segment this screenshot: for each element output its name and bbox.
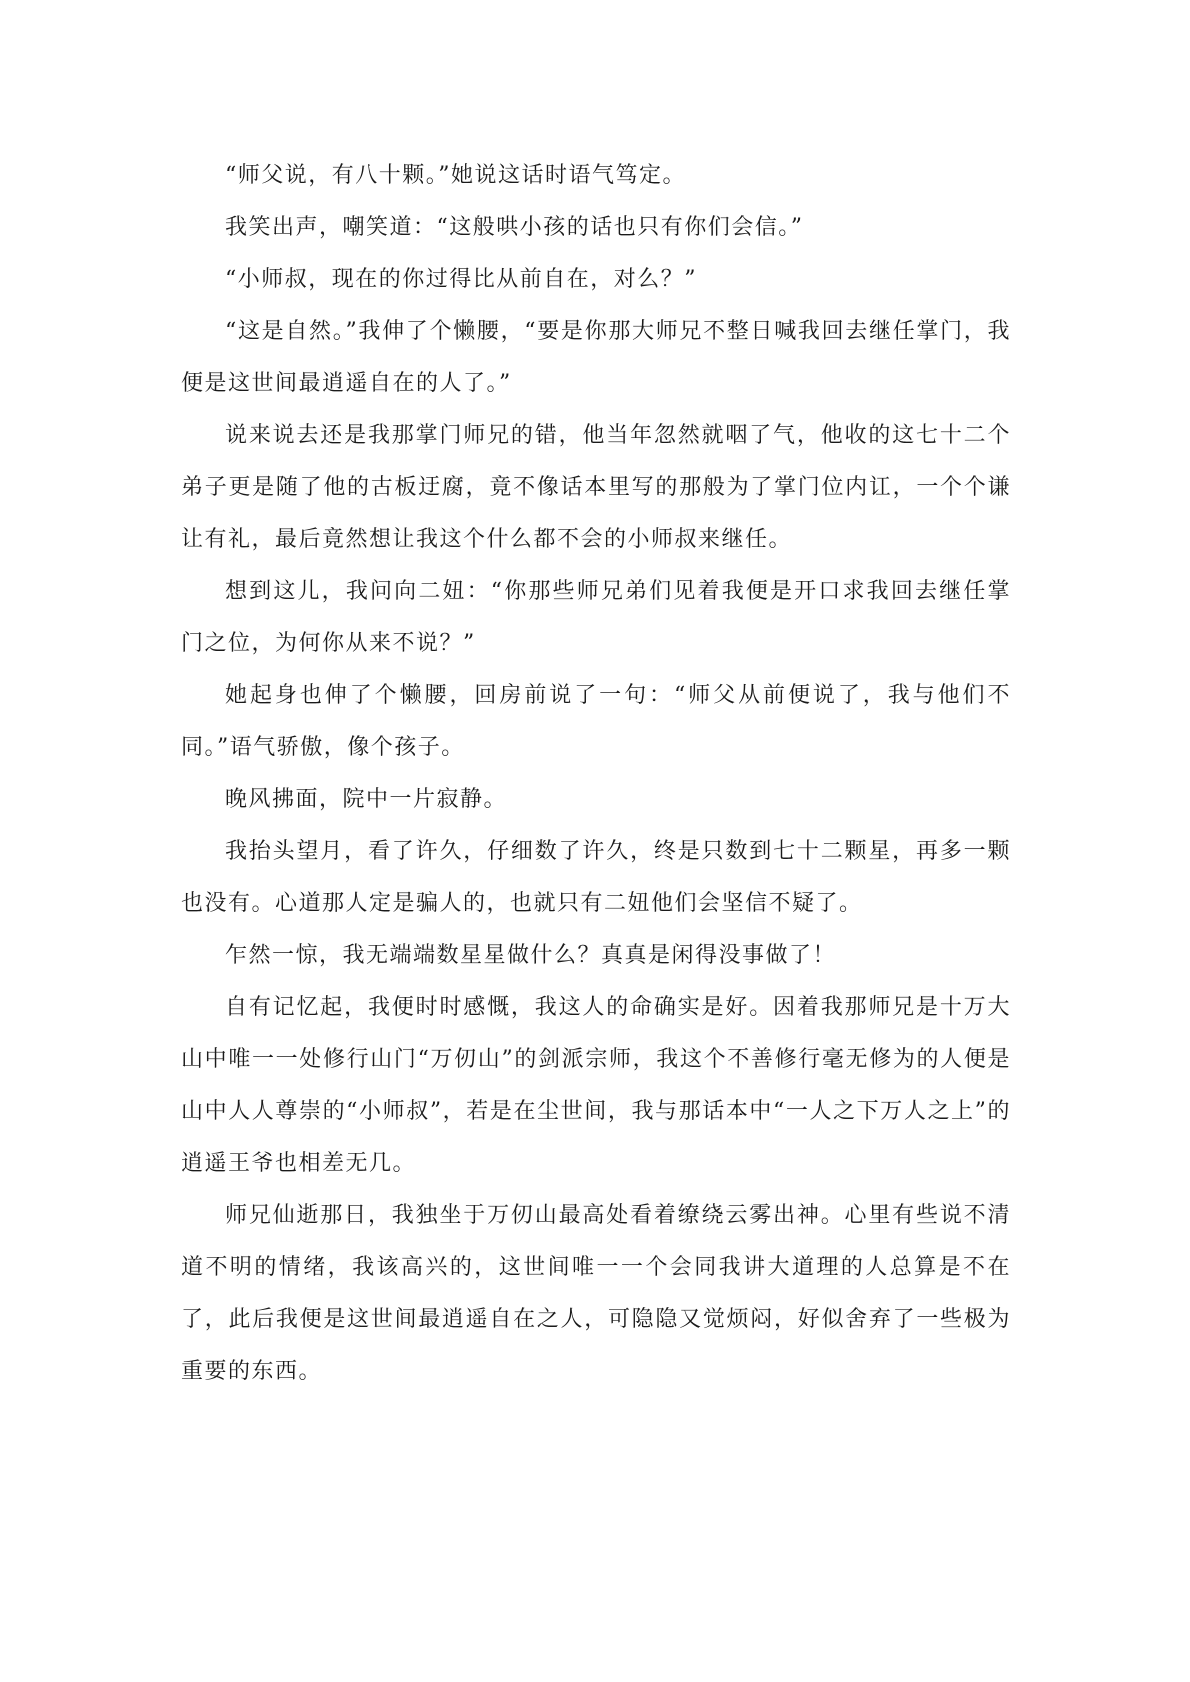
paragraph-4: “这是自然。”我伸了个懒腰，“要是你那大师兄不整日喊我回去继任掌门，我便是这世间最逍遥自在的人了。” <box>181 319 1011 396</box>
paragraph-10: 乍然一惊，我无端端数星星做什么？真真是闲得没事做了！ <box>225 943 837 968</box>
paragraph-7: 她起身也伸了个懒腰，回房前说了一句：“师父从前便说了，我与他们不同。”语气骄傲，像个孩子。 <box>181 683 1011 760</box>
paragraph-6: 想到这儿，我问向二妞：“你那些师兄弟们见着我便是开口求我回去继任掌门之位，为何你从来不说？” <box>181 579 1011 656</box>
paragraph-3: “小师叔，现在的你过得比从前自在，对么？” <box>225 267 697 292</box>
paragraph-12: 师兄仙逝那日，我独坐于万仞山最高处看着缭绕云雾出神。心里有些说不清道不明的情绪，我该高兴的，这世间唯一一个会同我讲大道理的人总算是不在了，此后我便是这世间最逍遥自在之人，可隐隐又觉烦闷，好似舍弃了一些极为重要的东西。 <box>181 1203 1011 1384</box>
paragraph-8: 晚风拂面，院中一片寂静。 <box>225 787 508 812</box>
paragraph-5: 说来说去还是我那掌门师兄的错，他当年忽然就咽了气，他收的这七十二个弟子更是随了他的古板迂腐，竟不像话本里写的那般为了掌门位内讧，一个个谦让有礼，最后竟然想让我这个什么都不会的小师叔来继任。 <box>181 423 1011 552</box>
paragraph-1: “师父说，有八十颗。”她说这话时语气笃定。 <box>225 163 686 188</box>
paragraph-2: 我笑出声，嘲笑道：“这般哄小孩的话也只有你们会信。” <box>225 215 804 240</box>
paragraph-9: 我抬头望月，看了许久，仔细数了许久，终是只数到七十二颗星，再多一颗也没有。心道那人定是骗人的，也就只有二妞他们会坚信不疑了。 <box>181 839 1011 916</box>
body-text <box>181 150 1011 1398</box>
paragraph-11: 自有记忆起，我便时时感慨，我这人的命确实是好。因着我那师兄是十万大山中唯一一处修行山门“万仞山”的剑派宗师，我这个不善修行毫无修为的人便是山中人人尊崇的“小师叔”，若是在尘世间，我与那话本中“一人之下万人之上”的逍遥王爷也相差无几。 <box>181 995 1011 1176</box>
